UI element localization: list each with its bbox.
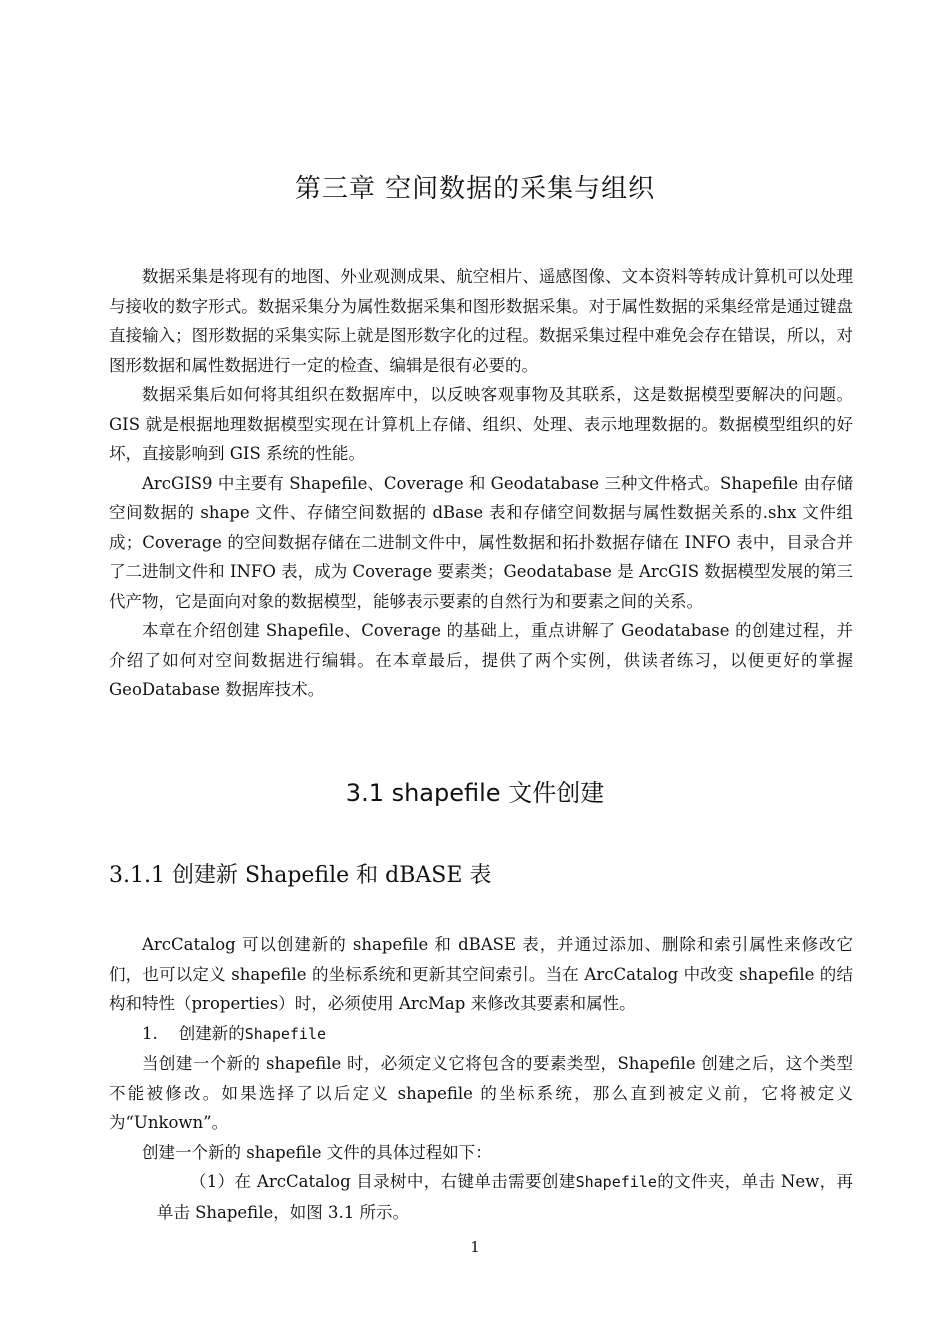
subsection-title: 3.1.1 创建新 Shapefile 和 dBASE 表 <box>109 863 492 888</box>
step-1-text-a: 在 ArcCatalog 目录树中，右键单击需要创建 <box>234 1172 576 1191</box>
list-item-text: 创建新的 <box>178 1023 245 1043</box>
section-title: 3.1 shapefile 文件创建 <box>345 779 605 807</box>
list-item-number: 1. <box>142 1023 158 1043</box>
subsection-body <box>109 930 853 1227</box>
page-number: 1 <box>470 1238 480 1256</box>
list-item-1 <box>109 1019 853 1050</box>
step-1 <box>109 1167 853 1227</box>
intro-text <box>109 262 853 705</box>
intro-paragraph-3: ArcGIS9 中主要有 Shapefile、Coverage 和 Geodatabase 三种文件格式。Shapefile 由存储空间数据的 shape 文件、存储空间数据的 dBase 表和存储空间数据与属性数据关系的.shx 文件组成；Coverage 的空间数据存储在二进制文件中，属性数据和拓扑数据存储在 INFO 表中，目录合并了二进制文件和 INFO 表，成为 Coverage 要素类；Geodatabase 是 ArcGIS 数据模型发展的第三代产物，它是面向对象的数据模型，能够表示要素的自然行为和要素之间的关系。 <box>109 473 853 611</box>
intro-paragraph-1: 数据采集是将现有的地图、外业观测成果、航空相片、遥感图像、文本资料等转成计算机可以处理与接收的数字形式。数据采集分为属性数据采集和图形数据采集。对于属性数据的采集经常是通过键盘直接输入；图形数据的采集实际上就是图形数字化的过程。数据采集过程中难免会存在错误，所以，对图形数据和属性数据进行一定的检查、编辑是很有必要的。 <box>109 267 853 375</box>
list-item-mono: Shapefile <box>244 1024 327 1043</box>
paragraph-after-list: 当创建一个新的 shapefile 时，必须定义它将包含的要素类型，Shapefile 创建之后，这个类型不能被修改。如果选择了以后定义 shapefile 的坐标系统，那么直到被定义前，它将被定义为“Unkown”。 <box>109 1054 853 1132</box>
paragraph-process: 创建一个新的 shapefile 文件的具体过程如下： <box>142 1142 492 1162</box>
subsection-paragraph: ArcCatalog 可以创建新的 shapefile 和 dBASE 表，并通过添加、删除和索引属性来修改它们，也可以定义 shapefile 的坐标系统和更新其空间索引。当在 ArcCatalog 中改变 shapefile 的结构和特性（properties）时，必须使用 ArcMap 来修改其要素和属性。 <box>109 935 853 1013</box>
step-1-label: （1） <box>189 1172 235 1191</box>
step-1-text-b: 的文件夹，单击 New，再单击 Shapefile，如图 3.1 所示。 <box>156 1172 853 1222</box>
step-1-mono: Shapefile <box>575 1173 657 1191</box>
chapter-title: 第三章 空间数据的采集与组织 <box>294 174 656 204</box>
intro-paragraph-4: 本章在介绍创建 Shapefile、Coverage 的基础上，重点讲解了 Geodatabase 的创建过程，并介绍了如何对空间数据进行编辑。在本章最后，提供了两个实例，供读者练习，以便更好的掌握 GeoDatabase 数据库技术。 <box>109 621 853 699</box>
intro-paragraph-2: 数据采集后如何将其组织在数据库中，以反映客观事物及其联系，这是数据模型要解决的问题。GIS 就是根据地理数据模型实现在计算机上存储、组织、处理、表示地理数据的。数据模型组织的好坏，直接影响到 GIS 系统的性能。 <box>109 385 853 463</box>
